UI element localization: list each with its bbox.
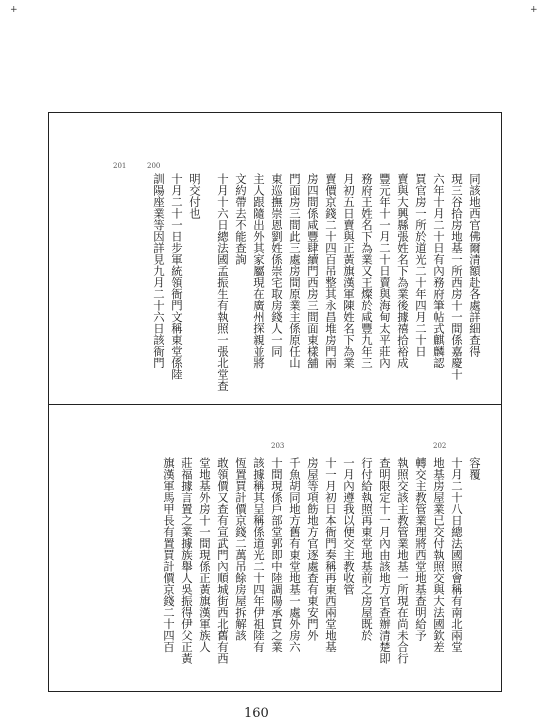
text-column: 查明限定十一月內由該地方官查辦清楚即 bbox=[378, 457, 392, 664]
registration-mark-right: + bbox=[530, 5, 538, 15]
text-column: 十間現係戶部堂郭即中陸調陽承買之業 bbox=[270, 457, 284, 653]
text-columns bbox=[151, 173, 483, 391]
text-column: 月初五日賣與正黃旗漢軍陳姓名下為業 bbox=[342, 173, 356, 369]
folio-number: 202 bbox=[433, 442, 447, 450]
text-column: 莊福據言置之業據族舉人吳振得伊父正黃 bbox=[180, 457, 194, 664]
text-column: 同該地西官佛爾清額赴各處詳細查得 bbox=[468, 173, 482, 357]
text-column: 千魚胡同地方舊有東堂地基一處外房六 bbox=[288, 457, 302, 653]
text-column: 賣與大興縣張姓名下為業後據禧拾裕成 bbox=[396, 173, 410, 369]
text-column: 十月二十一日步軍統領衙門文稱東堂係陸 bbox=[170, 173, 184, 380]
text-column: 買官房一所於道光二十年四月二十日 bbox=[414, 173, 428, 357]
text-column: 賣價京錢二十四百吊整其永昌堆房門兩 bbox=[324, 173, 338, 369]
text-column: 行付給執照再東堂地基前之房屋既於 bbox=[360, 457, 374, 641]
text-column: 一月內遵我以便交主教收管 bbox=[342, 457, 356, 595]
page-number: 160 bbox=[244, 706, 269, 721]
text-column: 門面房三間此三處房間原業主係原任山 bbox=[288, 173, 302, 369]
folio-number: 200 bbox=[147, 162, 161, 170]
text-column: 現三谷拾房地基一所西房十一間係嘉慶十 bbox=[450, 173, 464, 380]
folio-number: 201 bbox=[113, 162, 127, 170]
text-column: 文約帶去不能查詢 bbox=[234, 173, 248, 265]
text-column: 房屋等項飭地方官逐處查有東安門外 bbox=[306, 457, 320, 641]
text-column: 轉交主教管業理將西堂地基查明給予 bbox=[414, 457, 428, 641]
text-columns bbox=[161, 457, 483, 685]
text-column: 六年十月二十日有內務府筆帖式麒麟認 bbox=[432, 173, 446, 369]
text-column: 敢領價又查有宣武門內順城街西北舊有西 bbox=[216, 457, 230, 664]
text-column: 該據稱其呈稱係道光二十四年伊祖陸有 bbox=[252, 457, 266, 653]
text-column: 十月十六日總法國孟振生有執照一張北堂查 bbox=[216, 173, 230, 391]
registration-mark-left: + bbox=[10, 5, 18, 15]
text-column: 恆置買計價京錢二萬吊餘房屋拆解該 bbox=[234, 457, 248, 641]
text-column: 務府王姓名下為業又王燦於咸豐九年三 bbox=[360, 173, 374, 369]
text-column: 明交付也 bbox=[188, 173, 202, 219]
upper-page bbox=[49, 113, 501, 405]
text-column: 容覆 bbox=[468, 457, 482, 480]
text-column: 東巡撫崇恩劉姓係崇宅取房錢人一同 bbox=[270, 173, 284, 357]
folio-number: 203 bbox=[271, 442, 285, 450]
text-column: 地基房屋業已交付執照交與大法國欽差 bbox=[432, 457, 446, 653]
text-column: 主人跟隨出外其家屬現在廣州探親並將 bbox=[252, 173, 266, 369]
text-column: 執照交該主教管業地基一所現在尚未合行 bbox=[396, 457, 410, 664]
text-column: 堂地基外房十一間現係正黃旗漢軍族人 bbox=[198, 457, 212, 653]
document-sheet bbox=[48, 112, 502, 692]
text-column: 十月二十八日總法國照會稱有南北兩堂 bbox=[450, 457, 464, 653]
text-column: 十一月初日本衙門奏稱再東西兩堂地基 bbox=[324, 457, 338, 653]
text-column: 訓陽座業等因詳見九月二十六日該衙門 bbox=[152, 173, 166, 369]
text-column: 旗漢軍馬甲長有置買計價京錢二十四百 bbox=[162, 457, 176, 653]
lower-page bbox=[49, 405, 501, 691]
column-spacer bbox=[205, 173, 213, 391]
text-column: 房四間係咸豐肆續門西房三間面東樣舖 bbox=[306, 173, 320, 369]
text-column: 豐元年十一月二十日賣與海甸太平莊內 bbox=[378, 173, 392, 369]
